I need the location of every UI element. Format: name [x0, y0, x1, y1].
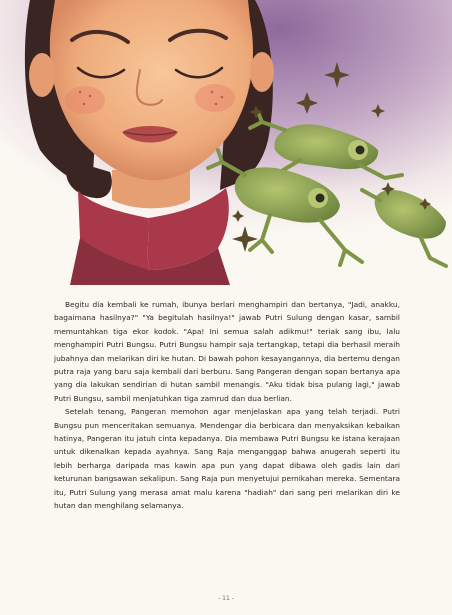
- page-number: - 11 -: [218, 595, 234, 602]
- illustration-girl-with-frogs: [0, 0, 452, 285]
- story-paragraph: Setelah tenang, Pangeran memohon agar menjelaskan apa yang telah terjadi. Putri Bungsu pun menceritakan semuanya. Mendengar dia berbicara dan menyaksikan kebaikan hatinya, Pangeran itu jatuh cinta kepadanya. Dia membawa Putri Bungsu ke istana kerajaan untuk dikenalkan kepada ayahnya. Sang Raja menganggap bahwa anugerah seperti itu lebih berharga daripada mas kawin apa pun yang dapat dibawa oleh gadis lain dari keturunan bangsawan sekalipun. Sang Raja pun menyetujui pernikahan mereka. Sementara itu, Putri Sulung yang merasa amat malu karena "hadiah" dari sang peri melarikan diri ke hutan dan menghilang selamanya.: [54, 407, 400, 511]
- story-text: [54, 298, 400, 513]
- story-paragraph: Begitu dia kembali ke rumah, ibunya berlari menghampiri dan bertanya, "Jadi, anakku, bagaimana hasilnya?" "Ya begitulah hasilnya!" jawab Putri Sulung dengan kasar, sambil memuntahkan tiga ekor kodok. "Apa! Ini semua salah adikmu!" teriak sang ibu, lalu menghampiri Putri Bungsu. Putri Bungsu hampir saja tertangkap, tetapi dia berhasil meraih jubahnya dan melarikan diri ke hutan. Di bawah pohon kesayangannya, dia bertemu dengan putra raja yang baru saja kembali dari berburu. Sang Pangeran dengan sopan bertanya apa yang dia lakukan sendirian di hutan sambil menangis. "Aku tidak bisa pulang lagi," jawab Putri Bungsu, sambil menjatuhkan tiga zamrud dan dua berlian.: [54, 300, 400, 403]
